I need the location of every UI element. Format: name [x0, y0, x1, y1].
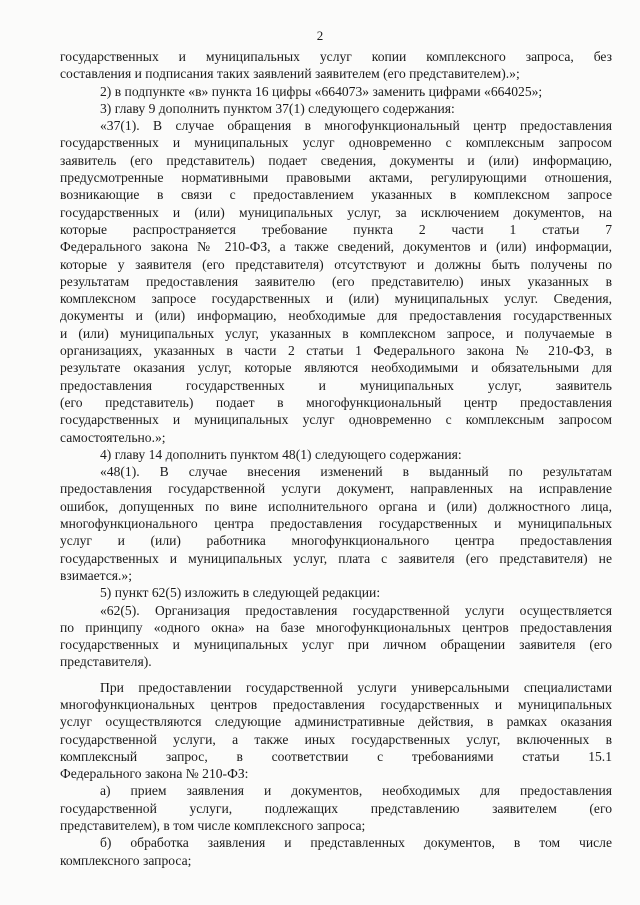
text-line: которые распространяется требование пункта 2 части 1 статьи 7	[60, 221, 612, 237]
text-line: по принципу «одного окна» на базе многофункциональных центров предоставления	[60, 619, 612, 635]
text-line: «48(1). В случае внесения изменений в выданный по результатам	[100, 464, 612, 480]
text-line: ошибок, допущенных по вине исполнительного органа и (или) должностного лица,	[60, 498, 612, 514]
text-line: услуг осуществляются следующие административные действия, в рамках оказания	[60, 714, 612, 730]
text-line: услуг и (или) работника многофункционального центра предоставления	[60, 533, 612, 549]
text-line: которые у заявителя (его представителя) отсутствуют и должны быть получены по	[60, 256, 612, 272]
text-line: а) прием заявления и документов, необходимых для предоставления	[100, 783, 612, 799]
text-line: комплексном запросе государственных и (или) муниципальных услуг. Сведения,	[60, 291, 612, 307]
text-line: «62(5). Организация предоставления государственной услуги осуществляется	[100, 602, 612, 618]
text-line: и (или) муниципальных услуг, указанных в комплексном запросе, и получаемые в	[60, 325, 612, 341]
text-line: предоставления государственной услуги документ, направленных на исправление	[60, 481, 612, 497]
text-line: многофункционального центра предоставления государственных и муниципальных	[60, 516, 612, 532]
text-line: документы и (или) информацию, необходимые для предоставления государственных	[60, 308, 612, 324]
text-line: 2) в подпункте «в» пункта 16 цифры «664073» заменить цифрами «664025»;	[100, 83, 543, 99]
text-line: возникающие в связи с предоставлением указанных в комплексном запросе	[60, 187, 612, 203]
text-line: Федерального закона № 210-ФЗ:	[60, 766, 249, 782]
text-line: 5) пункт 62(5) изложить в следующей редакции:	[100, 585, 381, 601]
text-line: «37(1). В случае обращения в многофункциональный центр предоставления	[100, 118, 612, 134]
text-line: Федерального закона № 210-ФЗ, а также сведений, документов и (или) информации,	[60, 239, 612, 255]
text-line: (его представитель) подает в многофункциональный центр предоставления	[60, 394, 612, 410]
text-line: организациях, указанных в части 2 статьи 1 Федерального закона № 210-ФЗ, в	[60, 343, 612, 359]
text-line: государственных и муниципальных услуг, плата с заявителя (его представителя) не	[60, 550, 612, 566]
text-line: представителем), в том числе комплексного запроса;	[60, 818, 366, 834]
text-line: результатам предоставления заявителю (его представителю) иных указанных в	[60, 273, 612, 289]
text-line: представителя).	[60, 654, 152, 670]
text-line: комплексного запроса;	[60, 852, 192, 868]
text-line: взимается.»;	[60, 567, 133, 583]
text-line: 4) главу 14 дополнить пунктом 48(1) следующего содержания:	[100, 446, 462, 462]
text-line: государственных и (или) муниципальных услуг, за исключением документов, на	[60, 204, 612, 220]
text-line: государственных и муниципальных услуг при личном обращении заявителя (его	[60, 637, 612, 653]
text-line: самостоятельно.»;	[60, 429, 166, 445]
text-line: государственных и муниципальных услуг копии комплексного запроса, без	[60, 49, 612, 64]
text-line: предусмотренные нормативными правовыми актами, регулирующими отношения,	[60, 170, 612, 186]
text-line: предоставления государственных и муниципальных услуг, заявитель	[60, 377, 612, 393]
text-line: При предоставлении государственной услуги универсальными специалистами	[100, 679, 612, 695]
text-line: составления и подписания таких заявлений заявителем (его представителем).»;	[60, 66, 520, 82]
text-line: 3) главу 9 дополнить пунктом 37(1) следующего содержания:	[100, 100, 455, 116]
text-line: государственных и муниципальных услуг одновременно с комплексным запросом	[60, 135, 612, 151]
text-line: государственной услуги, а также иных государственных услуг, включенных в	[60, 731, 612, 747]
text-line: государственных и муниципальных услуг одновременно с комплексным запросом	[60, 412, 612, 428]
text-line: заявитель (его представитель) подает сведения, документы и (или) информацию,	[60, 152, 612, 168]
text-line: комплексный запрос, в соответствии с требованиями статьи 15.1	[60, 748, 612, 764]
paragraph-gap	[60, 671, 612, 679]
text-line: многофункциональных центров предоставления государственных и муниципальных	[60, 696, 612, 712]
text-line: б) обработка заявления и представленных документов, в том числе	[100, 835, 612, 851]
document-body	[60, 48, 612, 869]
text-line: государственной услуги, подлежащих представлению заявителем (его	[60, 800, 612, 816]
text-line: результате оказания услуг, которые являются необходимыми и обязательными для	[60, 360, 612, 376]
page-number: 2	[316, 28, 324, 43]
